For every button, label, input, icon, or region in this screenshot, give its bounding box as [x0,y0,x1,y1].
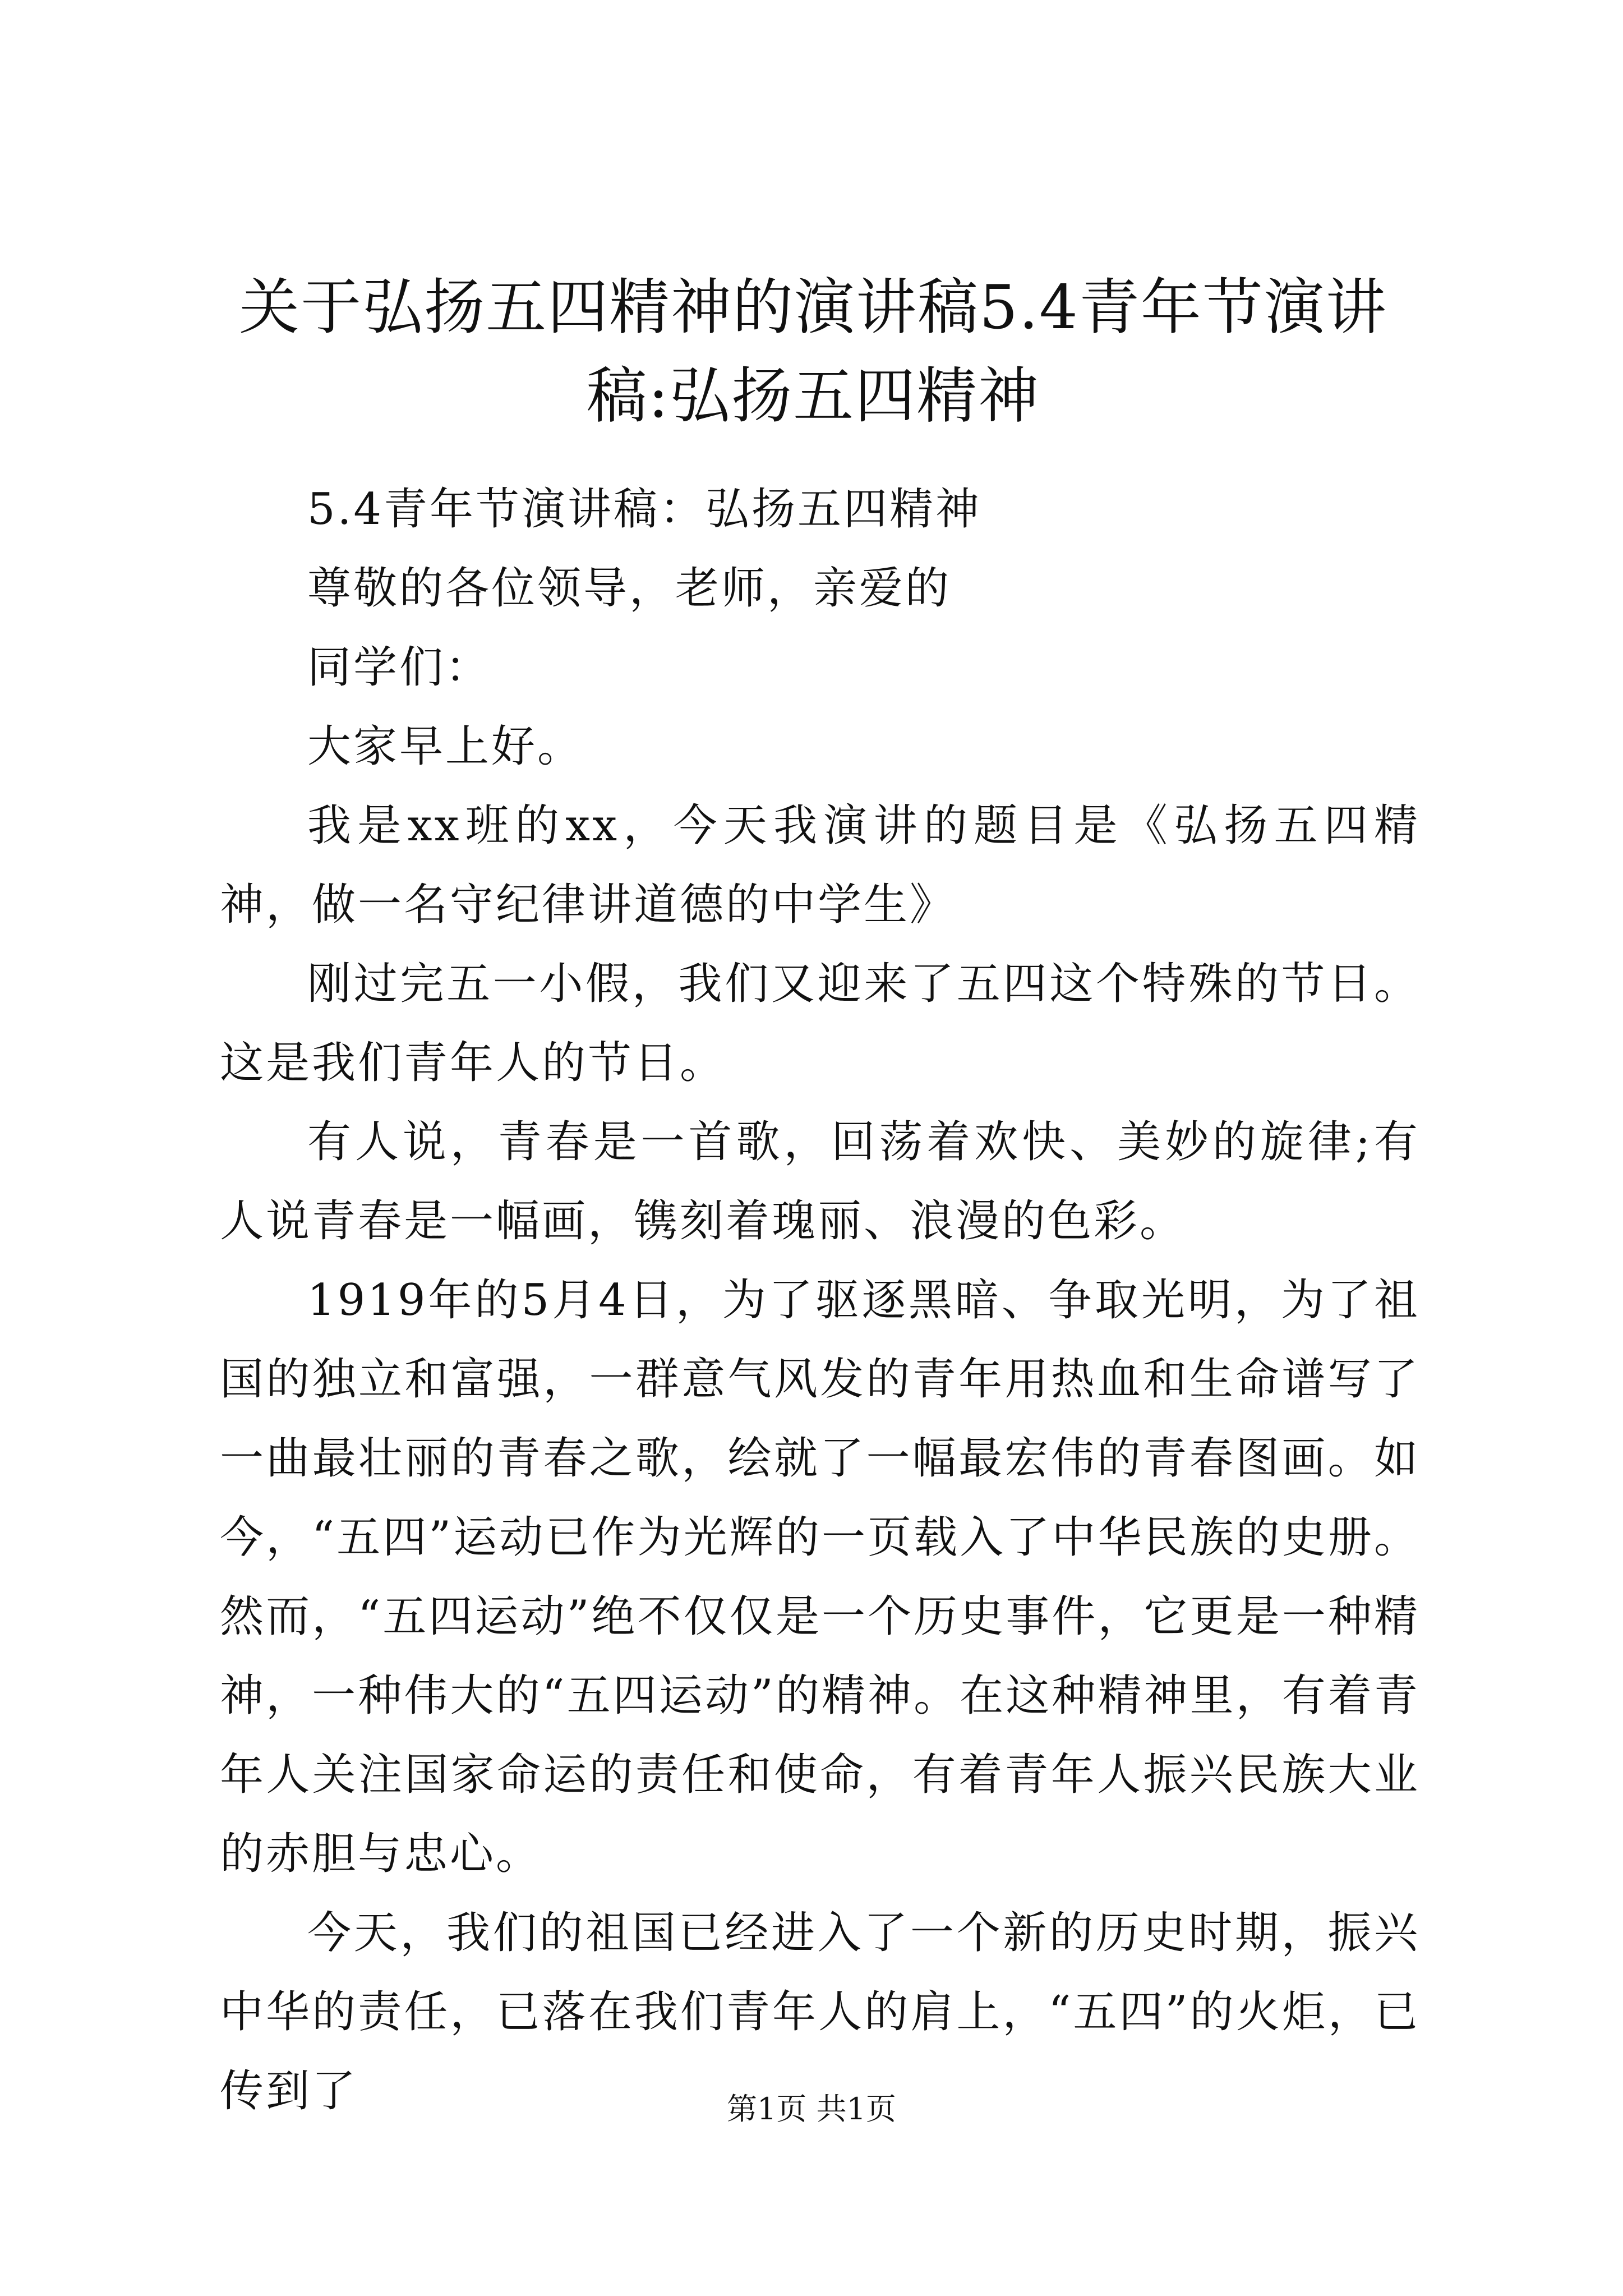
paragraph-history: 1919年的5月4日，为了驱逐黑暗、争取光明，为了祖国的独立和富强，一群意气风发的青年用热血和生命谱写了一曲最壮丽的青春之歌，绘就了一幅最宏伟的青春图画。如今，“五四”运动已作为光辉的一页载入了中华民族的史册。然而，“五四运动”绝不仅仅是一个历史事件，它更是一种精神，一种伟大的“五四运动”的精神。在这种精神里，有着青年人关注国家命运的责任和使命，有着青年人振兴民族大业的赤胆与忠心。 [220,1275,1420,1879]
paragraph-salutation-cont: 同学们： [307,642,492,693]
paragraph-introduction: 我是xx班的xx，今天我演讲的题目是《弘扬五四精神，做一名守纪律讲道德的中学生》 [220,800,1420,930]
paragraph-salutation: 尊敬的各位领导，老师，亲爱的 [307,563,952,614]
document-title: 关于弘扬五四精神的演讲稿5.4青年节演讲稿:弘扬五四精神 [239,273,1387,431]
page-footer: 第1页 共1页 [727,2091,896,2127]
document-body [220,470,1420,2131]
paragraph-youth: 有人说，青春是一首歌，回荡着欢快、美妙的旋律;有人说青春是一幅画，镌刻着瑰丽、浪漫的色彩。 [220,1117,1420,1246]
paragraph-greeting: 大家早上好。 [307,721,584,772]
paragraph-subtitle: 5.4青年节演讲稿：弘扬五四精神 [307,484,982,535]
paragraph-holiday: 刚过完五一小假，我们又迎来了五四这个特殊的节日。这是我们青年人的节日。 [220,959,1420,1088]
paragraph-today: 今天，我们的祖国已经进入了一个新的历史时期，振兴中华的责任，已落在我们青年人的肩上，“五四”的火炬，已传到了 [220,1908,1420,2116]
